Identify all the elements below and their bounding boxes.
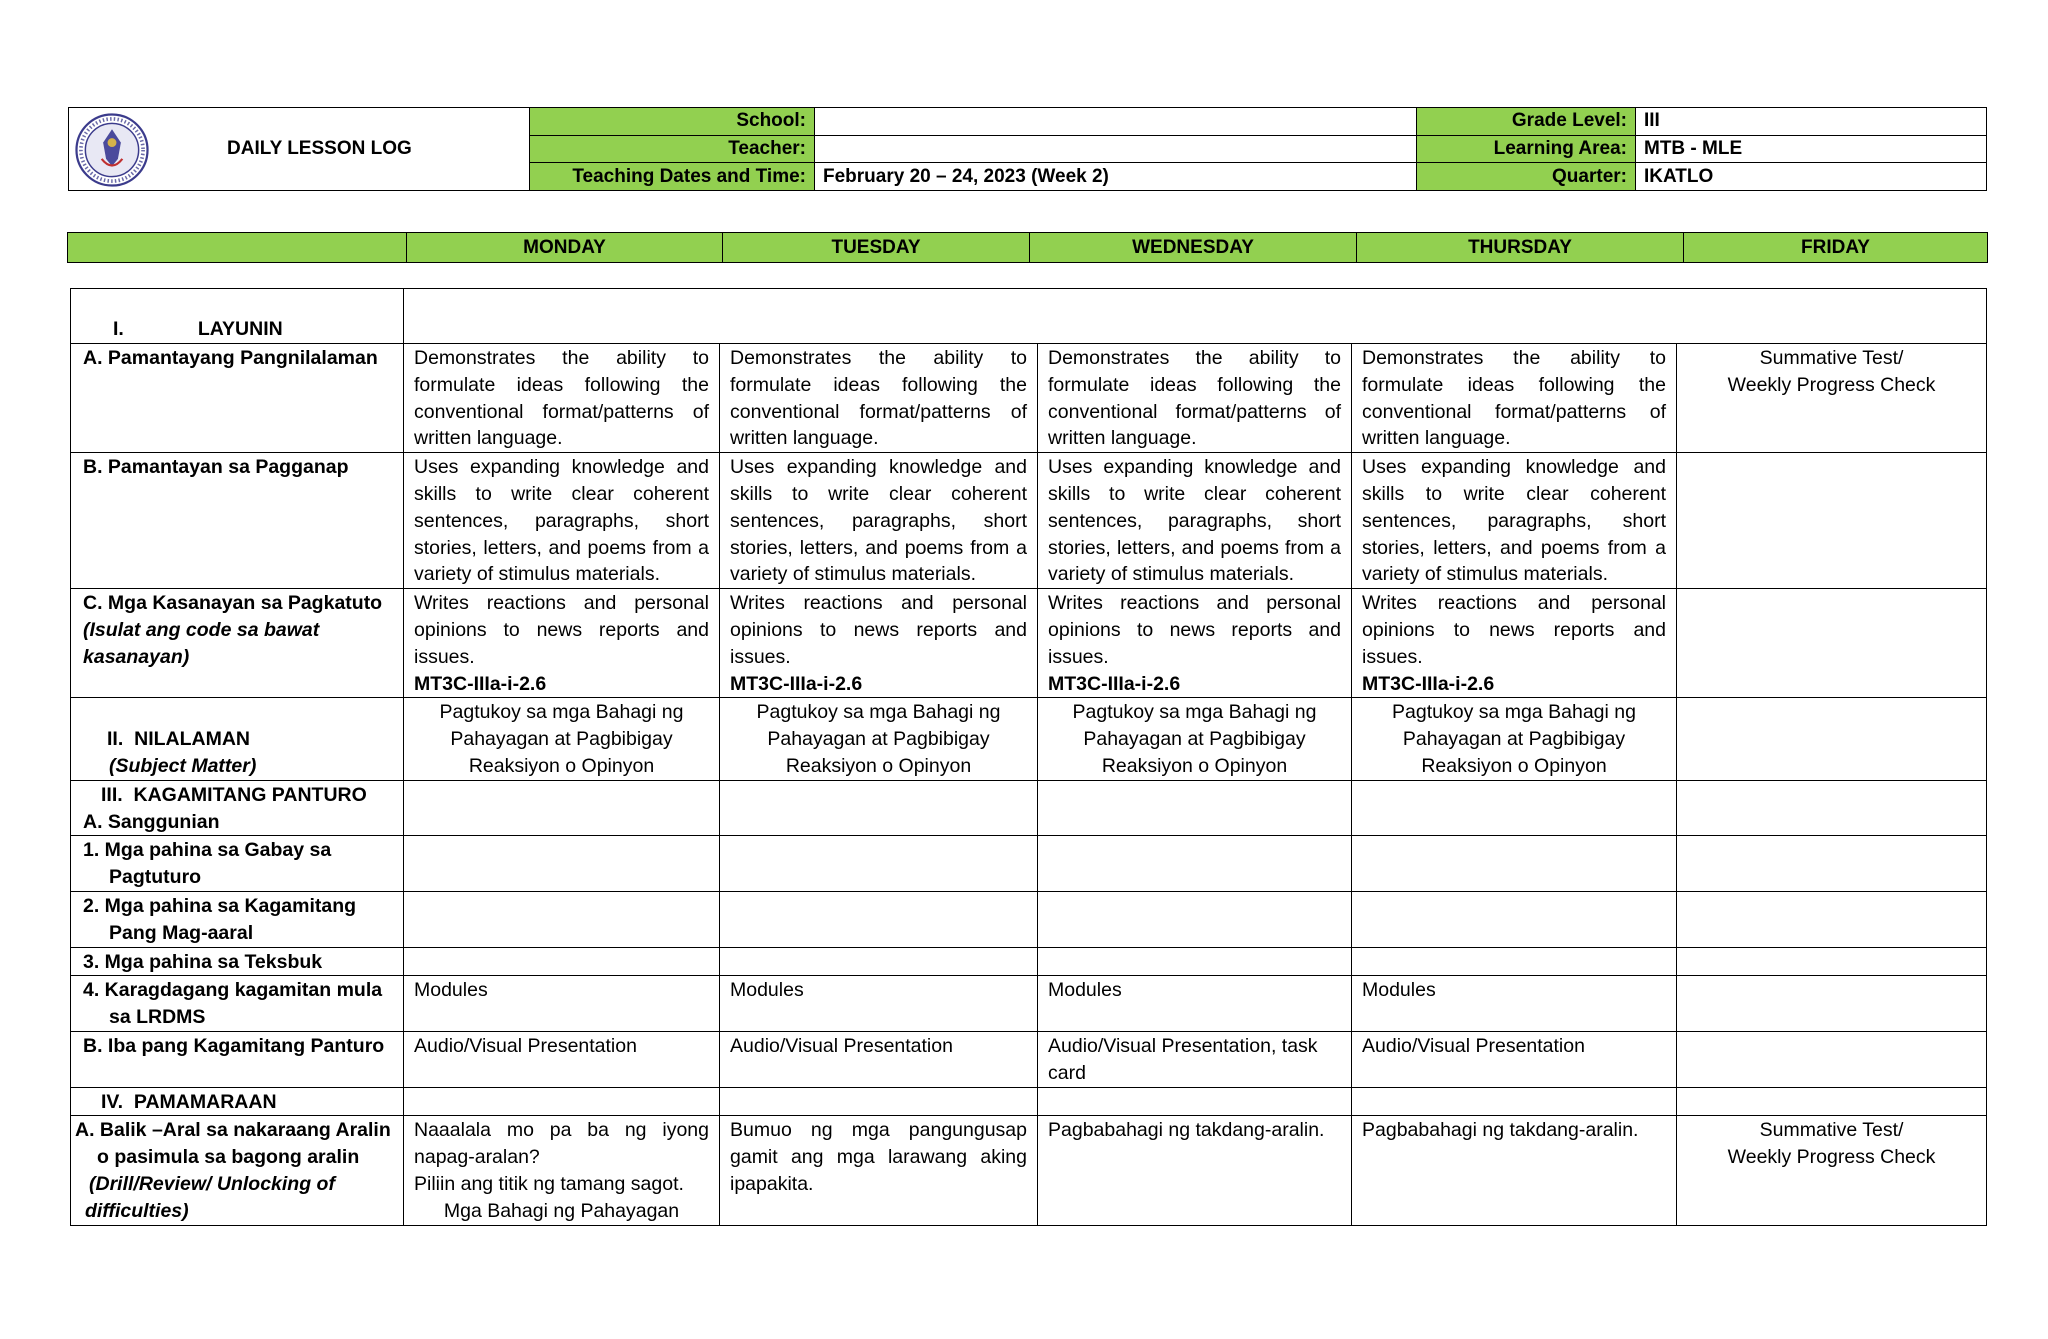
layunin-num: I. (113, 318, 124, 341)
teacher-field[interactable] (815, 135, 1417, 163)
pagganap-friday[interactable] (1677, 453, 1987, 589)
lrdms-line-2: sa LRDMS (109, 1006, 206, 1029)
nilalaman-line: Pahayagan at Pagbibigay (1083, 728, 1306, 751)
day-monday: MONDAY (407, 233, 723, 263)
teksbuk-tuesday[interactable] (720, 947, 1038, 976)
pamamaraan-wednesday[interactable] (1038, 1087, 1352, 1116)
lrdms-friday[interactable] (1677, 976, 1987, 1032)
nilalaman-line: Pagtukoy sa mga Bahagi ng (1072, 701, 1317, 724)
deped-seal-icon (75, 113, 149, 187)
lesson-log-table (70, 288, 1987, 1226)
pamamaraan-thursday[interactable] (1352, 1087, 1677, 1116)
gabay-wednesday[interactable] (1038, 836, 1352, 892)
iba-pang-wednesday[interactable]: Audio/Visual Presentation, task card (1038, 1031, 1352, 1087)
row-lrdms (71, 976, 1987, 1032)
nilalaman-thursday[interactable] (1352, 698, 1677, 780)
row-balik-aral (71, 1116, 1987, 1225)
lrdms-label (71, 976, 404, 1032)
gabay-monday[interactable] (404, 836, 720, 892)
teaching-dates-value[interactable]: February 20 – 24, 2023 (Week 2) (815, 163, 1417, 191)
kasanayan-code: MT3C-IIIa-i-2.6 (1048, 672, 1181, 695)
kasanayan-text: Writes reactions and personal opinions to news reports and issues. (1362, 592, 1666, 668)
kasanayan-tuesday[interactable] (720, 589, 1038, 698)
pagganap-wednesday[interactable]: Uses expanding knowledge and skills to write clear coherent sentences, paragraphs, short stories, letters, and poems from a variety of stimulus materials. (1038, 453, 1352, 589)
quarter-label: Quarter: (1417, 163, 1636, 191)
row-layunin (71, 289, 1987, 344)
friday-progress-line: Weekly Progress Check (1727, 373, 1936, 396)
nilalaman-line: Pahayagan at Pagbibigay (1402, 728, 1626, 751)
nilalaman-line: Pahayagan at Pagbibigay (767, 728, 990, 751)
row-pamamaraan (71, 1087, 1987, 1116)
row-nilalaman (71, 698, 1987, 780)
pamamaraan-friday[interactable] (1677, 1087, 1987, 1116)
pamamaraan-monday[interactable] (404, 1087, 720, 1116)
pamantayang-tuesday[interactable]: Demonstrates the ability to formulate ideas following the conventional format/patterns of written language. (720, 344, 1038, 453)
nilalaman-line: Pagtukoy sa mga Bahagi ng (756, 701, 1001, 724)
nilalaman-text: NILALAMAN (134, 728, 251, 751)
nilalaman-wednesday[interactable] (1038, 698, 1352, 780)
header-table (68, 107, 1987, 191)
kasanayan-note-2: kasanayan) (83, 645, 190, 668)
iba-pang-thursday[interactable]: Audio/Visual Presentation (1352, 1031, 1677, 1087)
kasanayan-label (71, 589, 404, 698)
nilalaman-num: II. (107, 728, 124, 751)
lrdms-monday[interactable]: Modules (404, 976, 720, 1032)
nilalaman-line: Reaksiyon o Opinyon (1421, 754, 1607, 777)
kasanayan-code: MT3C-IIIa-i-2.6 (414, 672, 547, 695)
document-title: DAILY LESSON LOG (227, 138, 412, 159)
gabay-thursday[interactable] (1352, 836, 1677, 892)
grade-level-value[interactable]: III (1636, 108, 1987, 136)
mag-aaral-wednesday[interactable] (1038, 891, 1352, 947)
teaching-dates-label: Teaching Dates and Time: (530, 163, 815, 191)
nilalaman-line: Pahayagan at Pagbibigay (450, 728, 673, 751)
row-pamantayan-pagganap (71, 453, 1987, 589)
kasanayan-title: C. Mga Kasanayan sa Pagkatuto (83, 592, 383, 615)
teksbuk-wednesday[interactable] (1038, 947, 1352, 976)
gabay-line-2: Pagtuturo (109, 866, 202, 889)
iba-pang-tuesday[interactable]: Audio/Visual Presentation (720, 1031, 1038, 1087)
row-kagamitang-mag-aaral (71, 891, 1987, 947)
lrdms-wednesday[interactable]: Modules (1038, 976, 1352, 1032)
kasanayan-text: Writes reactions and personal opinions to news reports and issues. (414, 592, 709, 668)
teksbuk-friday[interactable] (1677, 947, 1987, 976)
kagamitan-tuesday[interactable] (720, 780, 1038, 836)
balik-aral-friday[interactable] (1677, 1116, 1987, 1225)
gabay-tuesday[interactable] (720, 836, 1038, 892)
balik-aral-thursday[interactable]: Pagbabahagi ng takdang-aralin. (1352, 1116, 1677, 1225)
kagamitan-friday[interactable] (1677, 780, 1987, 836)
nilalaman-line: Reaksiyon o Opinyon (1101, 754, 1288, 777)
kasanayan-thursday[interactable] (1352, 589, 1677, 698)
row-iba-pang-kagamitan (71, 1031, 1987, 1087)
kasanayan-code: MT3C-IIIa-i-2.6 (730, 672, 863, 695)
mag-aaral-line-2: Pang Mag-aaral (109, 921, 254, 944)
gabay-label (71, 836, 404, 892)
pamantayang-monday[interactable]: Demonstrates the ability to formulate ideas following the conventional format/patterns of written language. (404, 344, 720, 453)
teksbuk-label: 3. Mga pahina sa Teksbuk (71, 947, 404, 976)
iba-pang-friday[interactable] (1677, 1031, 1987, 1087)
iba-pang-label: B. Iba pang Kagamitang Panturo (71, 1031, 404, 1087)
gabay-friday[interactable] (1677, 836, 1987, 892)
mag-aaral-tuesday[interactable] (720, 891, 1038, 947)
nilalaman-monday[interactable] (404, 698, 720, 780)
layunin-content (404, 289, 1987, 344)
pamantayang-wednesday[interactable]: Demonstrates the ability to formulate ideas following the conventional format/patterns of written language. (1038, 344, 1352, 453)
pamamaraan-text: PAMAMARAAN (133, 1090, 277, 1113)
mag-aaral-thursday[interactable] (1352, 891, 1677, 947)
friday-progress-line: Weekly Progress Check (1727, 1146, 1936, 1169)
balik-aral-line-2: o pasimula sa bagong aralin (97, 1146, 360, 1169)
balik-aral-line-4: difficulties) (85, 1199, 189, 1222)
balik-aral-line-3: (Drill/Review/ Unlocking of (89, 1172, 335, 1195)
pamantayang-pangnilalaman-label: A. Pamantayang Pangnilalaman (71, 344, 404, 453)
balik-aral-question: Naaalala mo pa ba ng iyong napag-aralan? (414, 1119, 709, 1169)
row-teksbuk (71, 947, 1987, 976)
kagamitang-mag-aaral-label (71, 891, 404, 947)
balik-aral-tuesday[interactable]: Bumuo ng mga pangungusap gamit ang mga larawang aking ipapakita. (720, 1116, 1038, 1225)
kasanayan-text: Writes reactions and personal opinions to news reports and issues. (730, 592, 1027, 668)
pamantayan-pagganap-label: B. Pamantayan sa Pagganap (71, 453, 404, 589)
pagganap-tuesday[interactable]: Uses expanding knowledge and skills to write clear coherent sentences, paragraphs, short stories, letters, and poems from a variety of stimulus materials. (720, 453, 1038, 589)
nilalaman-friday[interactable] (1677, 698, 1987, 780)
balik-aral-wednesday[interactable]: Pagbabahagi ng takdang-aralin. (1038, 1116, 1352, 1225)
pagganap-thursday[interactable]: Uses expanding knowledge and skills to write clear coherent sentences, paragraphs, short stories, letters, and poems from a variety of stimulus materials. (1352, 453, 1677, 589)
kagamitan-text: KAGAMITANG PANTURO (133, 783, 367, 806)
lrdms-thursday[interactable]: Modules (1352, 976, 1677, 1032)
teksbuk-monday[interactable] (404, 947, 720, 976)
balik-aral-topic: Mga Bahagi ng Pahayagan (443, 1199, 680, 1222)
pamantayang-friday[interactable] (1677, 344, 1987, 453)
kagamitan-wednesday[interactable] (1038, 780, 1352, 836)
kasanayan-wednesday[interactable] (1038, 589, 1352, 698)
teksbuk-thursday[interactable] (1352, 947, 1677, 976)
day-header-table (67, 232, 1988, 263)
row-kasanayan (71, 589, 1987, 698)
kagamitang-panturo-label (71, 780, 404, 836)
pamantayang-thursday[interactable]: Demonstrates the ability to formulate ideas following the conventional format/patterns of written language. (1352, 344, 1677, 453)
day-tuesday: TUESDAY (723, 233, 1030, 263)
nilalaman-label (71, 698, 404, 780)
nilalaman-line: Pagtukoy sa mga Bahagi ng (1392, 701, 1636, 724)
school-field[interactable] (815, 108, 1417, 136)
day-wednesday: WEDNESDAY (1030, 233, 1357, 263)
friday-summative-line: Summative Test/ (1759, 347, 1904, 369)
quarter-value[interactable]: IKATLO (1636, 163, 1987, 191)
layunin-text: LAYUNIN (197, 318, 283, 341)
nilalaman-line: Reaksiyon o Opinyon (785, 754, 972, 777)
pamamaraan-label (71, 1087, 404, 1116)
lrdms-line-1: 4. Karagdagang kagamitan mula (83, 979, 383, 1002)
logo-cell (69, 108, 530, 191)
learning-area-value[interactable]: MTB - MLE (1636, 135, 1987, 163)
balik-aral-instruction: Piliin ang titik ng tamang sagot. (414, 1172, 684, 1195)
school-label: School: (530, 108, 815, 136)
balik-aral-label (71, 1116, 404, 1225)
nilalaman-tuesday[interactable] (720, 698, 1038, 780)
kasanayan-friday[interactable] (1677, 589, 1987, 698)
grade-level-label: Grade Level: (1417, 108, 1636, 136)
sanggunian-label: A. Sanggunian (83, 810, 220, 833)
day-friday: FRIDAY (1684, 233, 1988, 263)
kagamitan-num: III. (101, 783, 123, 806)
kagamitan-monday[interactable] (404, 780, 720, 836)
nilalaman-line: Reaksiyon o Opinyon (468, 754, 655, 777)
gabay-line-1: 1. Mga pahina sa Gabay sa (83, 839, 332, 862)
row-gabay (71, 836, 1987, 892)
row-kagamitang-panturo (71, 780, 1987, 836)
kasanayan-code: MT3C-IIIa-i-2.6 (1362, 672, 1495, 695)
friday-summative-line: Summative Test/ (1759, 1119, 1904, 1142)
kasanayan-text: Writes reactions and personal opinions to news reports and issues. (1048, 592, 1341, 668)
nilalaman-subject-matter: (Subject Matter) (109, 754, 257, 777)
nilalaman-line: Pagtukoy sa mga Bahagi ng (439, 701, 684, 724)
pamamaraan-tuesday[interactable] (720, 1087, 1038, 1116)
pamamaraan-num: IV. (101, 1090, 124, 1113)
lrdms-tuesday[interactable]: Modules (720, 976, 1038, 1032)
balik-aral-line-1: A. Balik –Aral sa nakaraang Aralin (75, 1119, 391, 1142)
day-header-blank (68, 233, 407, 263)
layunin-label (71, 289, 404, 344)
mag-aaral-monday[interactable] (404, 891, 720, 947)
kagamitan-thursday[interactable] (1352, 780, 1677, 836)
row-pamantayang-pangnilalaman (71, 344, 1987, 453)
mag-aaral-line-1: 2. Mga pahina sa Kagamitang (83, 894, 357, 917)
mag-aaral-friday[interactable] (1677, 891, 1987, 947)
iba-pang-monday[interactable]: Audio/Visual Presentation (404, 1031, 720, 1087)
learning-area-label: Learning Area: (1417, 135, 1636, 163)
kasanayan-monday[interactable] (404, 589, 720, 698)
day-thursday: THURSDAY (1357, 233, 1684, 263)
teacher-label: Teacher: (530, 135, 815, 163)
pagganap-monday[interactable]: Uses expanding knowledge and skills to write clear coherent sentences, paragraphs, short stories, letters, and poems from a variety of stimulus materials. (404, 453, 720, 589)
balik-aral-monday[interactable] (404, 1116, 720, 1225)
kasanayan-note-1: (Isulat ang code sa bawat (83, 618, 320, 641)
